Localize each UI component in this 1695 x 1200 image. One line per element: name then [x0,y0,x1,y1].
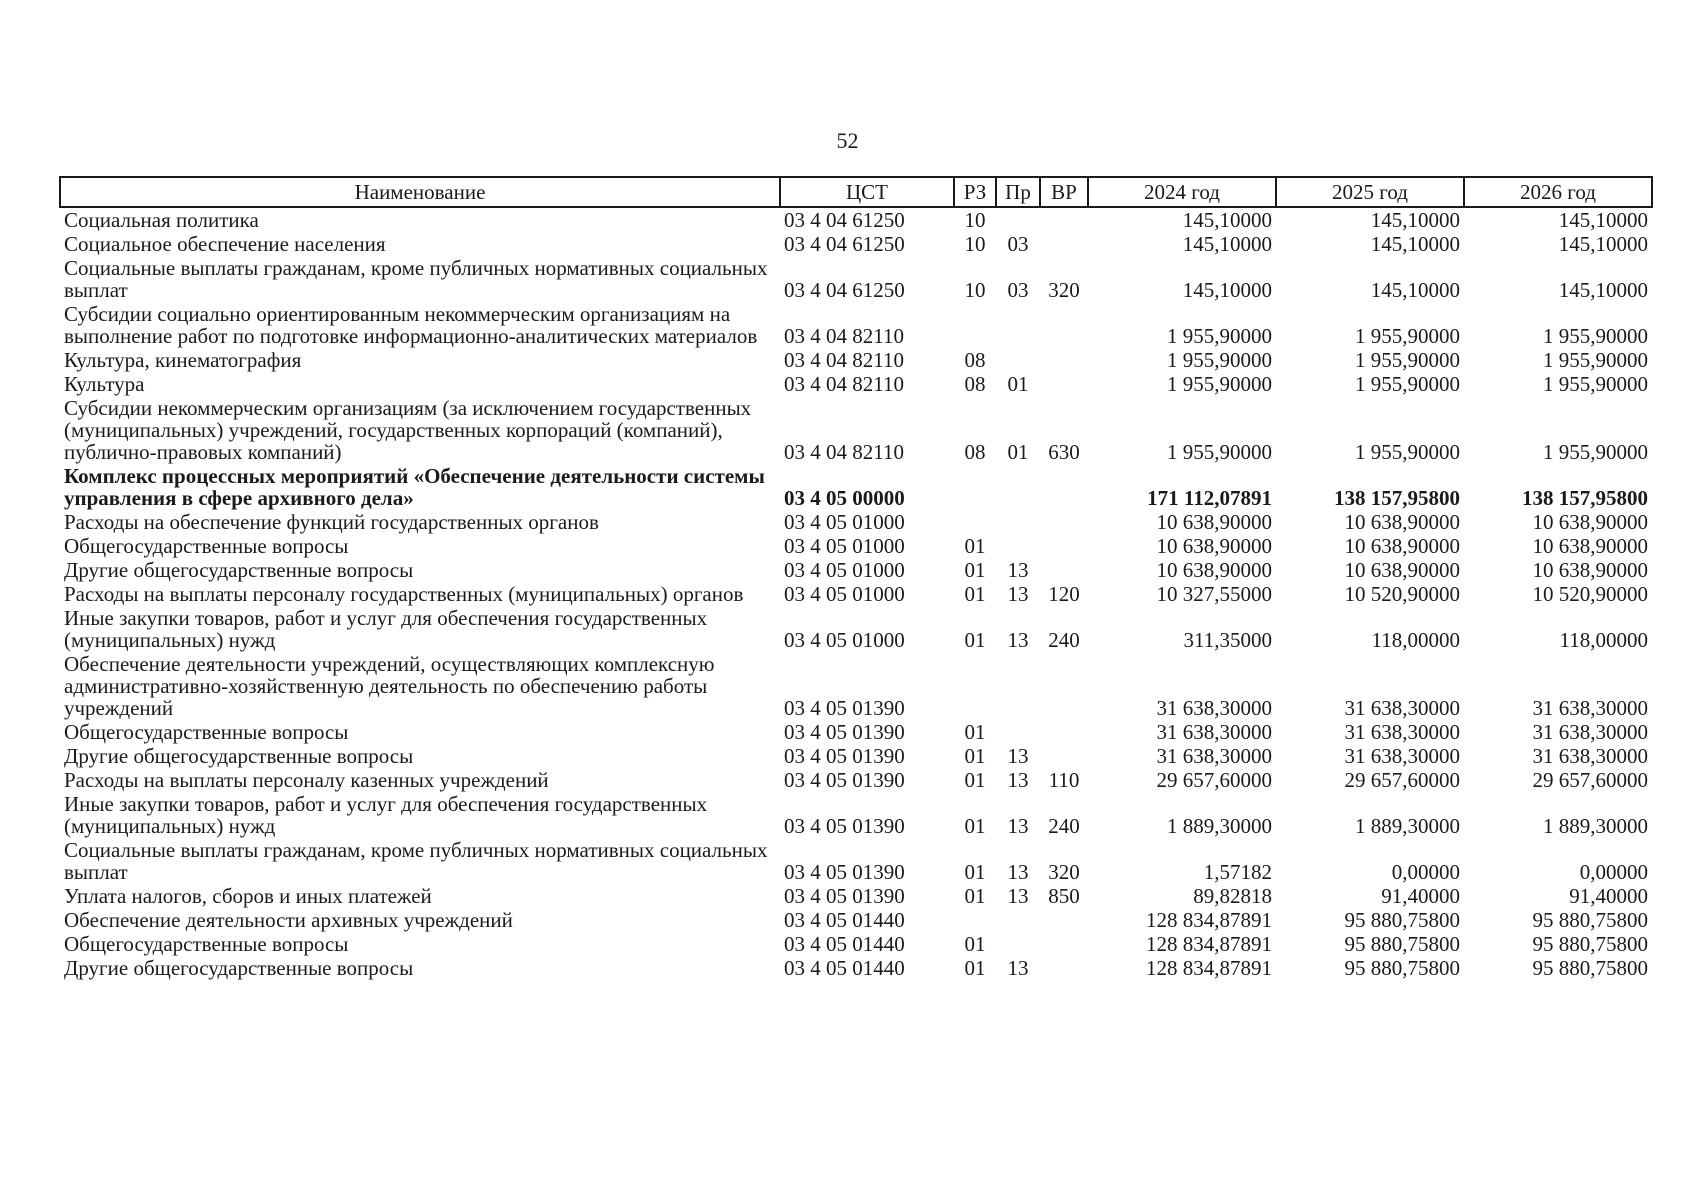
cell-name: Социальные выплаты гражданам, кроме публичных нормативных социальных выплат [64,256,768,302]
cell-2025: 95 880,75800 [1344,956,1460,980]
cell-rz: 01 [964,744,986,768]
cell-2024: 31 638,30000 [1156,744,1272,768]
table-row [60,720,1652,744]
cell-2025: 138 157,95800 [1334,486,1460,510]
cell-pr [996,534,1040,558]
cell-rz: 10 [964,278,986,302]
cell-cst: 03 4 05 01440 [784,908,905,932]
cell-vr [1040,302,1088,348]
cell-2025: 1 955,90000 [1355,440,1460,464]
table-row [60,606,1652,652]
cell-vr [1040,207,1088,232]
table-row [60,396,1652,464]
header-vr: ВР [1040,177,1088,207]
cell-2025: 0,00000 [1391,860,1460,884]
cell-vr [1040,372,1088,396]
cell-rz: 01 [964,582,986,606]
cell-rz: 01 [964,956,986,980]
table-header [60,177,1652,207]
cell-2024: 1 955,90000 [1167,348,1272,372]
cell-rz: 01 [964,860,986,884]
table-row [60,232,1652,256]
cell-cst: 03 4 05 01390 [784,884,905,908]
cell-name: Культура [64,372,145,396]
cell-vr [1040,464,1088,510]
cell-cst: 03 4 04 82110 [784,324,904,348]
cell-cst: 03 4 05 01390 [784,744,905,768]
cell-pr [996,652,1040,720]
cell-cst: 03 4 04 82110 [784,440,904,464]
cell-2024: 145,10000 [1182,232,1272,256]
cell-cst: 03 4 04 61250 [784,278,905,302]
cell-vr: 240 [1048,628,1080,652]
page-number: 52 [836,128,859,153]
cell-vr: 630 [1048,440,1080,464]
cell-pr: 01 [1007,440,1029,464]
cell-2026: 95 880,75800 [1532,956,1648,980]
table-row [60,302,1652,348]
cell-2025: 1 955,90000 [1355,348,1460,372]
cell-2024: 128 834,87891 [1146,932,1272,956]
cell-name: Комплекс процессных мероприятий «Обеспечение деятельности системы управления в сфере архивного дела» [64,464,765,510]
cell-2026: 10 638,90000 [1532,510,1648,534]
cell-2024: 311,35000 [1183,628,1272,652]
table-row [60,256,1652,302]
cell-2026: 145,10000 [1558,278,1648,302]
header-2024: 2024 год [1088,177,1276,207]
cell-2025: 1 955,90000 [1355,324,1460,348]
cell-pr: 13 [1007,582,1029,606]
cell-2025: 29 657,60000 [1344,768,1460,792]
cell-rz: 08 [964,372,986,396]
cell-cst: 03 4 04 61250 [784,208,905,232]
cell-2024: 89,82818 [1193,884,1272,908]
cell-name: Иные закупки товаров, работ и услуг для обеспечения государственных (муниципальных) нужд [64,792,708,838]
header-name: Наименование [60,177,780,207]
cell-name: Субсидии некоммерческим организациям (за исключением государственных (муниципальных) учреждений, государственных корпораций (компаний), публично-правовых компаний) [64,396,752,464]
cell-2025: 31 638,30000 [1344,744,1460,768]
cell-2026: 1 889,30000 [1543,814,1648,838]
cell-name: Другие общегосударственные вопросы [64,744,414,768]
cell-2025: 91,40000 [1381,884,1460,908]
cell-2024: 1 889,30000 [1167,814,1272,838]
table-row [60,956,1652,980]
table-row [60,207,1652,232]
cell-cst: 03 4 05 01440 [784,932,905,956]
cell-2026: 138 157,95800 [1522,486,1648,510]
header-2026: 2026 год [1464,177,1652,207]
cell-rz: 01 [964,884,986,908]
cell-2025: 1 955,90000 [1355,372,1460,396]
cell-vr [1040,932,1088,956]
cell-rz: 01 [964,768,986,792]
table-row [60,744,1652,768]
cell-2025: 118,00000 [1371,628,1460,652]
cell-vr [1040,908,1088,932]
cell-rz: 08 [964,440,986,464]
cell-2024: 10 638,90000 [1156,558,1272,582]
cell-rz [954,302,996,348]
cell-cst: 03 4 05 01000 [784,534,905,558]
cell-2026: 31 638,30000 [1532,696,1648,720]
cell-pr: 01 [1007,372,1029,396]
cell-pr [996,464,1040,510]
cell-rz: 01 [964,720,986,744]
table-row [60,558,1652,582]
cell-2026: 31 638,30000 [1532,720,1648,744]
cell-2025: 1 889,30000 [1355,814,1460,838]
cell-2026: 29 657,60000 [1532,768,1648,792]
cell-2025: 31 638,30000 [1344,720,1460,744]
cell-2025: 95 880,75800 [1344,908,1460,932]
cell-2025: 145,10000 [1370,208,1460,232]
cell-cst: 03 4 05 01390 [784,696,905,720]
cell-rz: 08 [964,348,986,372]
cell-cst: 03 4 05 01440 [784,956,905,980]
cell-2025: 95 880,75800 [1344,932,1460,956]
cell-pr: 13 [1007,860,1029,884]
table-row [60,534,1652,558]
cell-cst: 03 4 05 01390 [784,720,905,744]
table-row [60,652,1652,720]
cell-2026: 1 955,90000 [1543,324,1648,348]
cell-2026: 91,40000 [1569,884,1648,908]
cell-name: Субсидии социально ориентированным некоммерческим организациям на выполнение работ по подготовке информационно-аналитических материалов [64,302,758,348]
cell-rz: 10 [964,208,986,232]
cell-cst: 03 4 04 82110 [784,348,904,372]
cell-cst: 03 4 05 01000 [784,628,905,652]
cell-rz: 01 [964,932,986,956]
cell-name: Другие общегосударственные вопросы [64,956,414,980]
table-row [60,348,1652,372]
table-row [60,582,1652,606]
cell-2024: 1 955,90000 [1167,324,1272,348]
cell-2025: 145,10000 [1370,278,1460,302]
cell-name: Расходы на обеспечение функций государственных органов [64,510,599,534]
cell-cst: 03 4 05 01390 [784,860,905,884]
header-row [60,177,1652,207]
cell-rz [954,510,996,534]
cell-2025: 31 638,30000 [1344,696,1460,720]
cell-cst: 03 4 04 61250 [784,232,905,256]
cell-vr [1040,510,1088,534]
cell-vr [1040,652,1088,720]
cell-vr [1040,558,1088,582]
cell-2025: 10 638,90000 [1344,558,1460,582]
cell-cst: 03 4 05 00000 [784,486,905,510]
cell-name: Уплата налогов, сборов и иных платежей [64,884,432,908]
cell-name: Социальная политика [64,208,259,232]
cell-2024: 29 657,60000 [1156,768,1272,792]
cell-cst: 03 4 05 01390 [784,768,905,792]
cell-2025: 10 638,90000 [1344,534,1460,558]
table-row [60,838,1652,884]
budget-table [59,176,1653,980]
table-row [60,932,1652,956]
cell-vr [1040,956,1088,980]
cell-name: Расходы на выплаты персоналу государственных (муниципальных) органов [64,582,744,606]
cell-rz [954,652,996,720]
cell-cst: 03 4 05 01000 [784,558,905,582]
cell-2026: 1 955,90000 [1543,348,1648,372]
cell-vr [1040,744,1088,768]
cell-name: Общегосударственные вопросы [64,932,349,956]
cell-2025: 10 638,90000 [1344,510,1460,534]
cell-2024: 1 955,90000 [1167,440,1272,464]
cell-rz [954,908,996,932]
cell-vr: 850 [1048,884,1080,908]
cell-2026: 145,10000 [1558,232,1648,256]
cell-vr: 320 [1048,278,1080,302]
cell-name: Социальное обеспечение населения [64,232,386,256]
cell-2024: 31 638,30000 [1156,696,1272,720]
cell-2026: 95 880,75800 [1532,932,1648,956]
cell-2024: 1 955,90000 [1167,372,1272,396]
table-row [60,908,1652,932]
cell-2026: 10 520,90000 [1532,582,1648,606]
cell-2026: 118,00000 [1559,628,1648,652]
cell-pr: 03 [1007,278,1029,302]
cell-pr [996,720,1040,744]
table-row [60,768,1652,792]
cell-name: Общегосударственные вопросы [64,720,349,744]
cell-pr [996,348,1040,372]
cell-rz: 10 [964,232,986,256]
cell-vr [1040,348,1088,372]
cell-2026: 10 638,90000 [1532,534,1648,558]
cell-2024: 10 327,55000 [1156,582,1272,606]
cell-vr [1040,232,1088,256]
cell-name: Обеспечение деятельности учреждений, осуществляющих комплексную административно-хозяйственную деятельность по обеспечению работы учреждений [64,652,715,720]
cell-2024: 128 834,87891 [1146,956,1272,980]
cell-2024: 1,57182 [1203,860,1272,884]
cell-2026: 10 638,90000 [1532,558,1648,582]
cell-2026: 145,10000 [1558,208,1648,232]
cell-vr: 240 [1048,814,1080,838]
cell-pr [996,510,1040,534]
cell-2024: 145,10000 [1182,208,1272,232]
cell-pr: 13 [1007,558,1029,582]
cell-pr [996,932,1040,956]
cell-2024: 10 638,90000 [1156,510,1272,534]
cell-2026: 1 955,90000 [1543,372,1648,396]
cell-name: Общегосударственные вопросы [64,534,349,558]
cell-vr: 110 [1048,768,1080,792]
cell-cst: 03 4 04 82110 [784,372,904,396]
header-2025: 2025 год [1276,177,1464,207]
cell-cst: 03 4 05 01000 [784,582,905,606]
cell-rz [954,464,996,510]
table-row [60,884,1652,908]
cell-rz: 01 [964,534,986,558]
cell-cst: 03 4 05 01000 [784,510,905,534]
cell-2026: 0,00000 [1579,860,1648,884]
cell-vr [1040,720,1088,744]
cell-2026: 31 638,30000 [1532,744,1648,768]
cell-vr [1040,534,1088,558]
cell-name: Другие общегосударственные вопросы [64,558,414,582]
cell-cst: 03 4 05 01390 [784,814,905,838]
cell-2025: 145,10000 [1370,232,1460,256]
header-cst: ЦСТ [780,177,954,207]
cell-rz: 01 [964,628,986,652]
table-row [60,510,1652,534]
cell-pr: 13 [1007,744,1029,768]
table-row [60,464,1652,510]
table-row [60,372,1652,396]
cell-pr: 13 [1007,884,1029,908]
cell-2024: 128 834,87891 [1146,908,1272,932]
cell-name: Социальные выплаты гражданам, кроме публичных нормативных социальных выплат [64,838,768,884]
cell-vr: 120 [1048,582,1080,606]
cell-2025: 10 520,90000 [1344,582,1460,606]
cell-2024: 145,10000 [1182,278,1272,302]
cell-pr: 13 [1007,768,1029,792]
cell-rz: 01 [964,558,986,582]
cell-pr [996,207,1040,232]
cell-2026: 95 880,75800 [1532,908,1648,932]
cell-2024: 10 638,90000 [1156,534,1272,558]
cell-2024: 31 638,30000 [1156,720,1272,744]
header-pr: Пр [996,177,1040,207]
cell-name: Иные закупки товаров, работ и услуг для обеспечения государственных (муниципальных) нужд [64,606,708,652]
cell-pr [996,908,1040,932]
cell-pr [996,302,1040,348]
cell-2024: 171 112,07891 [1147,486,1272,510]
table-body [60,207,1652,980]
cell-vr: 320 [1048,860,1080,884]
table-row [60,792,1652,838]
cell-2026: 1 955,90000 [1543,440,1648,464]
cell-pr: 13 [1007,814,1029,838]
cell-name: Расходы на выплаты персоналу казенных учреждений [64,768,549,792]
cell-rz: 01 [964,814,986,838]
cell-pr: 13 [1007,956,1029,980]
cell-name: Обеспечение деятельности архивных учреждений [64,908,513,932]
cell-name: Культура, кинематография [64,348,302,372]
cell-pr: 13 [1007,628,1029,652]
cell-pr: 03 [1007,232,1029,256]
header-rz: РЗ [954,177,996,207]
